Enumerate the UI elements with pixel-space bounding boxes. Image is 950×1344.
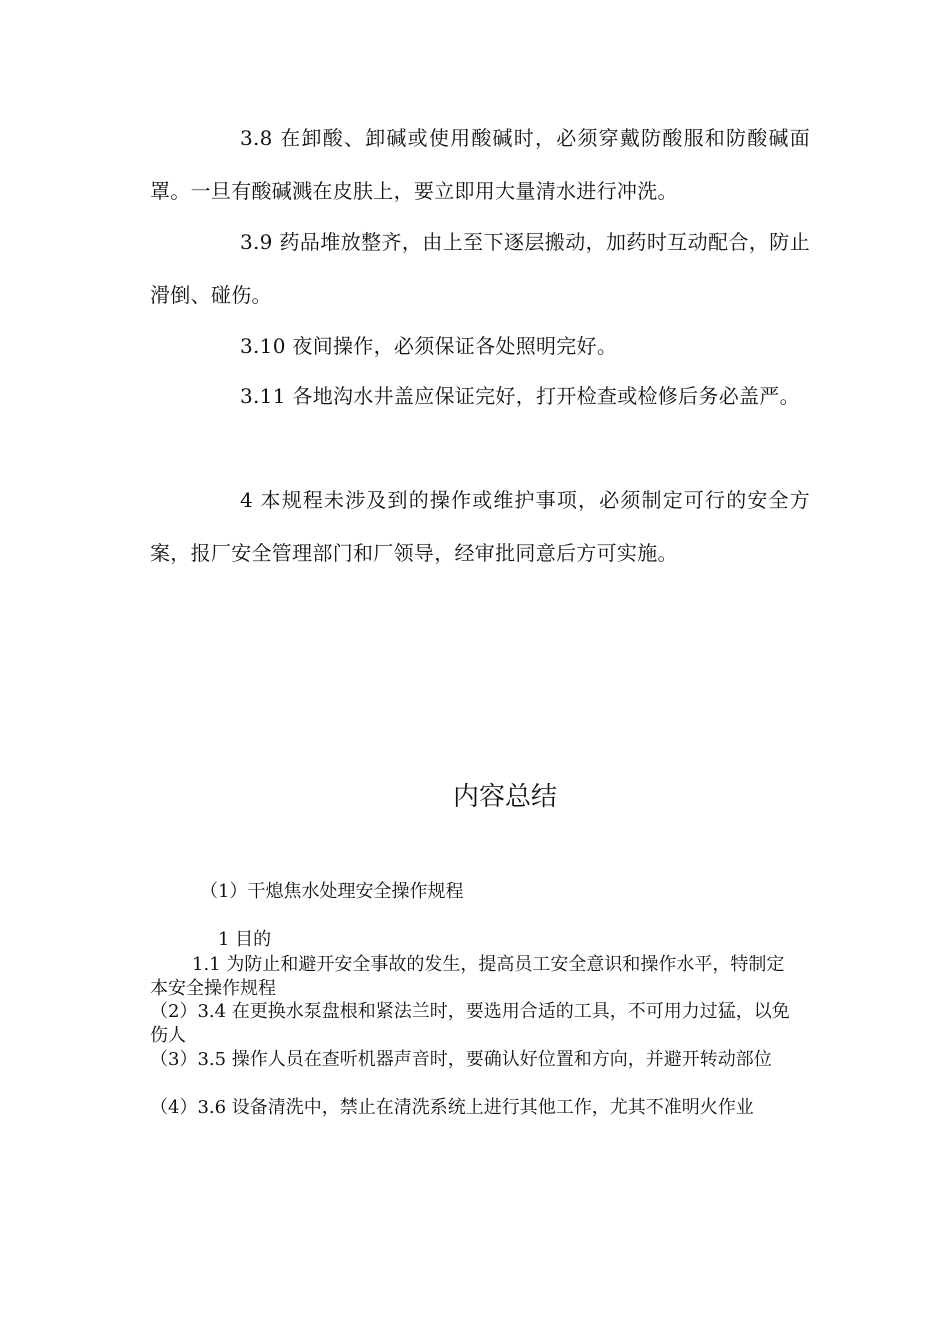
- paragraph-3-10: 3.10 夜间操作，必须保证各处照明完好。: [240, 334, 618, 358]
- summary-item-4: （4）3.6 设备清洗中，禁止在清洗系统上进行其他工作，尤其不准明火作业: [150, 1097, 754, 1118]
- summary-purpose: 1 目的: [218, 929, 272, 950]
- paragraph-3-9: 3.9 药品堆放整齐，由上至下逐层搬动，加药时互动配合，防止滑倒、碰伤。: [150, 230, 810, 307]
- summary-item-1-1: 1.1 为防止和避开安全事故的发生，提高员工安全意识和操作水平，特制定本安全操作规程: [150, 954, 785, 999]
- paragraph-4: 4 本规程未涉及到的操作或维护事项，必须制定可行的安全方案，报厂安全管理部门和厂领导，经审批同意后方可实施。: [150, 488, 810, 565]
- paragraph-3-8: 3.8 在卸酸、卸碱或使用酸碱时，必须穿戴防酸服和防酸碱面罩。一旦有酸碱溅在皮肤上，要立即用大量清水进行冲洗。: [150, 126, 810, 203]
- paragraph-3-11: 3.11 各地沟水井盖应保证完好，打开检查或检修后务必盖严。: [240, 384, 800, 408]
- summary-item-2: （2）3.4 在更换水泵盘根和紧法兰时，要选用合适的工具，不可用力过猛，以免伤人: [150, 1001, 790, 1046]
- summary-title: 内容总结: [452, 782, 557, 812]
- summary-item-3: （3）3.5 操作人员在查听机器声音时，要确认好位置和方向，并避开转动部位: [150, 1049, 772, 1070]
- summary-heading: （1）干熄焦水处理安全操作规程: [200, 881, 464, 902]
